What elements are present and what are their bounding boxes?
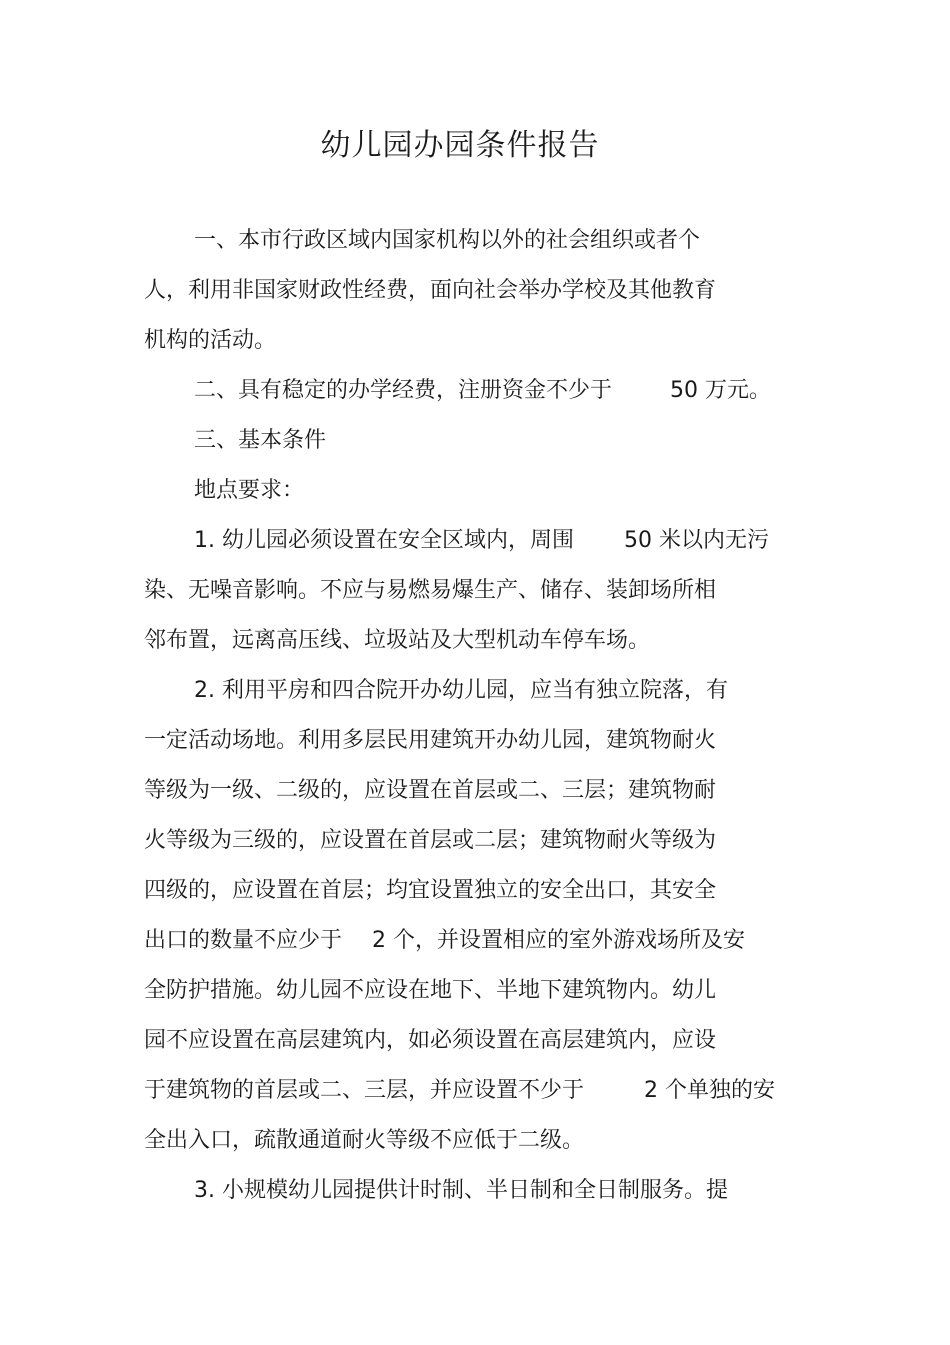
item-2-line-9-count: 2 个单独的安 <box>644 1078 776 1103</box>
item-3-line-1: 3. 小规模幼儿园提供计时制、半日制和全日制服务。提 <box>194 1178 728 1203</box>
item-2-line-9-text: 于建筑物的首层或二、三层，并应设置不少于 <box>144 1078 585 1103</box>
item-2-line-6-text: 出口的数量不应少于 <box>144 928 343 953</box>
item-2-line-9 <box>144 1076 775 1106</box>
item-2-line-10: 全出入口，疏散通道耐火等级不应低于二级。 <box>144 1128 585 1153</box>
item-2-line-5: 四级的，应设置在首层；均宜设置独立的安全出口，其安全 <box>144 878 717 903</box>
item-2-line-7: 全防护措施。幼儿园不应设在地下、半地下建筑物内。幼儿 <box>144 978 717 1003</box>
paragraph-1-line-3: 机构的活动。 <box>144 328 277 353</box>
paragraph-1-line-2: 人，利用非国家财政性经费，面向社会举办学校及其他教育 <box>144 278 717 303</box>
item-2-line-6-count: 2 个，并设置相应的室外游戏场所及安 <box>372 928 746 953</box>
item-1-distance: 50 米以内无污 <box>624 528 769 553</box>
item-2-line-6 <box>144 926 745 956</box>
item-2-line-3: 等级为一级、二级的，应设置在首层或二、三层；建筑物耐 <box>144 778 717 803</box>
item-1-line-2: 染、无噪音影响。不应与易燃易爆生产、储存、装卸场所相 <box>144 578 717 603</box>
item-1-line-3: 邻布置，远离高压线、垃圾站及大型机动车停车场。 <box>144 628 651 653</box>
section-heading-basic-conditions: 三、基本条件 <box>194 428 327 453</box>
paragraph-1-line-1: 一、本市行政区域内国家机构以外的社会组织或者个 <box>194 228 701 253</box>
item-2-line-8: 园不应设置在高层建筑内，如必须设置在高层建筑内，应设 <box>144 1028 717 1053</box>
paragraph-2-amount: 50 万元。 <box>670 378 772 403</box>
item-1-text: 1. 幼儿园必须设置在安全区域内，周围 <box>194 528 574 553</box>
document-title: 幼儿园办园条件报告 <box>320 128 600 163</box>
item-2-line-4: 火等级为三级的，应设置在首层或二层；建筑物耐火等级为 <box>144 828 717 853</box>
subheading-location-requirements: 地点要求： <box>194 478 305 503</box>
paragraph-2-line-1 <box>194 376 771 406</box>
paragraph-2-text: 二、具有稳定的办学经费，注册资金不少于 <box>194 378 613 403</box>
item-1-line-1 <box>194 526 769 556</box>
item-2-line-1: 2. 利用平房和四合院开办幼儿园，应当有独立院落，有 <box>194 678 728 703</box>
item-2-line-2: 一定活动场地。利用多层民用建筑开办幼儿园，建筑物耐火 <box>144 728 717 753</box>
